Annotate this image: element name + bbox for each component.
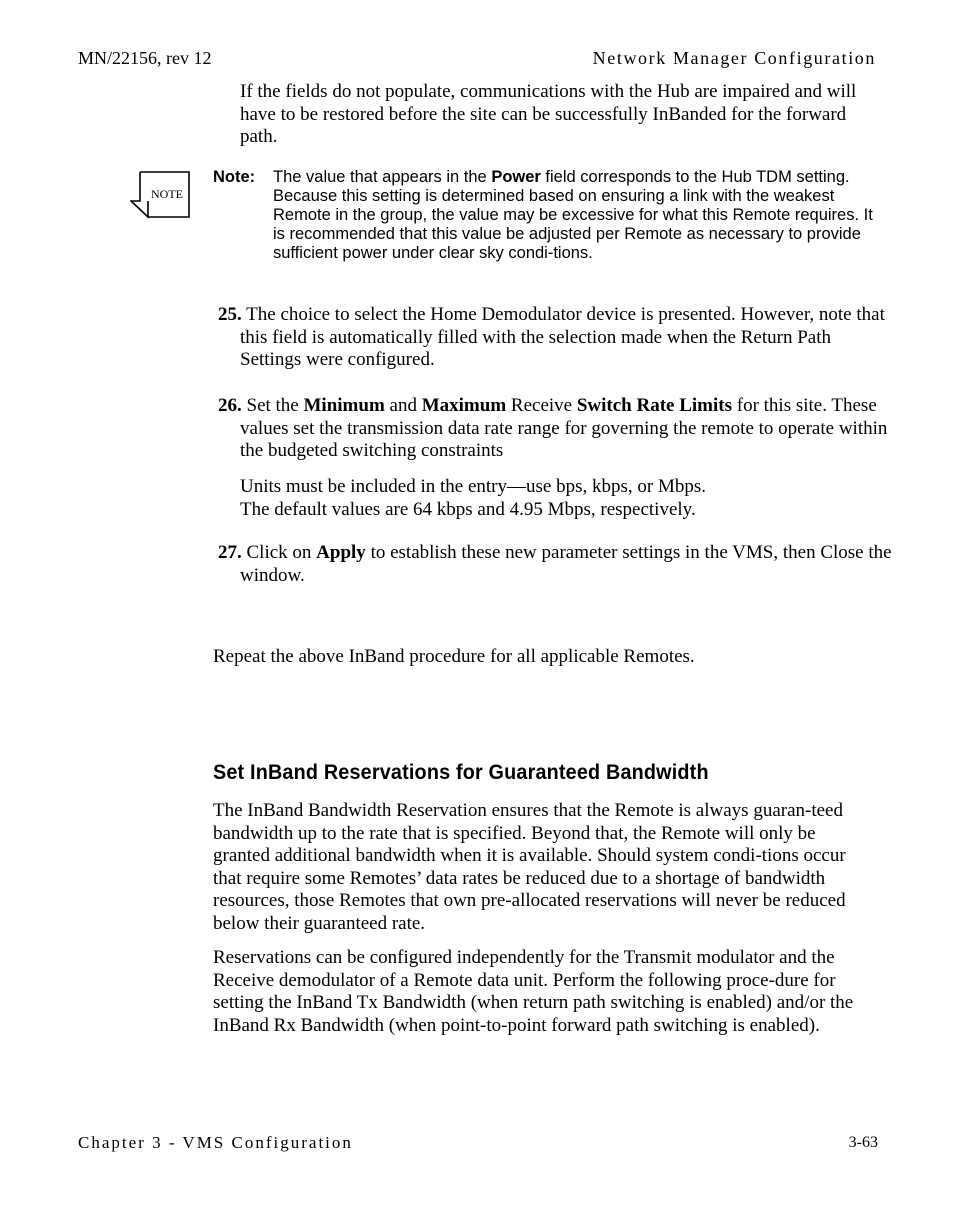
- note-text-after: field corresponds to the Hub TDM setting. Because this setting is determined based on ensuring a link with the weakest Remote in the group, the value may be excessive for what this Remote requires. It is recommended that this value be adjusted per Remote as necessary to provide sufficient power under clear sky condi-tions.: [273, 168, 873, 262]
- defaults-line: The default values are 64 kbps and 4.95 Mbps, respectively.: [240, 498, 696, 520]
- bold-maximum: Maximum: [421, 395, 507, 416]
- footer-chapter: Chapter 3 - VMS Configuration: [78, 1133, 353, 1152]
- step-26: [218, 395, 896, 463]
- note-label: Note:: [213, 168, 256, 186]
- note-icon-text: NOTE: [151, 187, 183, 201]
- header-doc-id: MN/22156, rev 12: [78, 48, 212, 68]
- section-paragraph-2: Reservations can be configured independently for the Transmit modulator and the Receive demodulator of a Remote data unit. Perform the following proce-dure for setting the InBand Tx Bandwidth (when return path switching is enabled) and/or the InBand Rx Bandwidth (when point-to-point forward path switching is enabled).: [213, 947, 854, 1036]
- step-25: [218, 304, 896, 372]
- note-bold-power: Power: [491, 168, 541, 186]
- section-heading: Set InBand Reservations for Guaranteed Bandwidth: [213, 760, 709, 784]
- section-paragraph-1: The InBand Bandwidth Reservation ensures that the Remote is always guaran-teed bandwidth up to the rate that is specified. Beyond that, the Remote will only be granted additional bandwidth when it is available. Should system condi-tions occur that require some Remotes’ data rates be reduced due to a shortage of bandwidth resources, those Remotes that own pre-allocated reservations will never be reduced below their guaranteed rate.: [213, 800, 846, 934]
- bold-minimum: Minimum: [303, 395, 385, 416]
- note-icon: [130, 170, 190, 220]
- units-line: Units must be included in the entry—use bps, kbps, or Mbps.: [240, 476, 706, 497]
- bold-switch-rate-limits: Switch Rate Limits: [576, 395, 732, 416]
- step-text: Click on: [246, 542, 317, 563]
- header-section-title: Network Manager Configuration: [592, 48, 876, 68]
- step-text: Receive: [506, 395, 577, 416]
- step-27: [218, 542, 896, 587]
- step-text: Set the: [246, 395, 304, 416]
- intro-paragraph: If the fields do not populate, communications with the Hub are impaired and will have to be restored before the site can be successfully InBanded for the forward path.: [240, 81, 857, 147]
- note-body: [273, 168, 873, 263]
- step-number: 27.: [218, 542, 242, 563]
- step-26-units-note: [240, 476, 876, 521]
- step-text: and: [384, 395, 422, 416]
- step-text: to establish these new parameter settings in the VMS, then Close the window.: [240, 542, 892, 586]
- bold-apply: Apply: [316, 542, 366, 563]
- note-text-before: The value that appears in the: [273, 168, 492, 186]
- step-text: for this site. These values set the transmission data rate range for governing the remote to operate within the budgeted switching constraints: [240, 395, 888, 461]
- step-text: The choice to select the Home Demodulator device is presented. However, note that this field is automatically filled with the selection made when the Return Path Settings were configured.: [240, 304, 885, 370]
- step-number: 25.: [218, 304, 242, 325]
- footer-page-number: 3-63: [848, 1134, 878, 1151]
- step-number: 26.: [218, 395, 242, 416]
- repeat-instruction: Repeat the above InBand procedure for all applicable Remotes.: [213, 646, 695, 667]
